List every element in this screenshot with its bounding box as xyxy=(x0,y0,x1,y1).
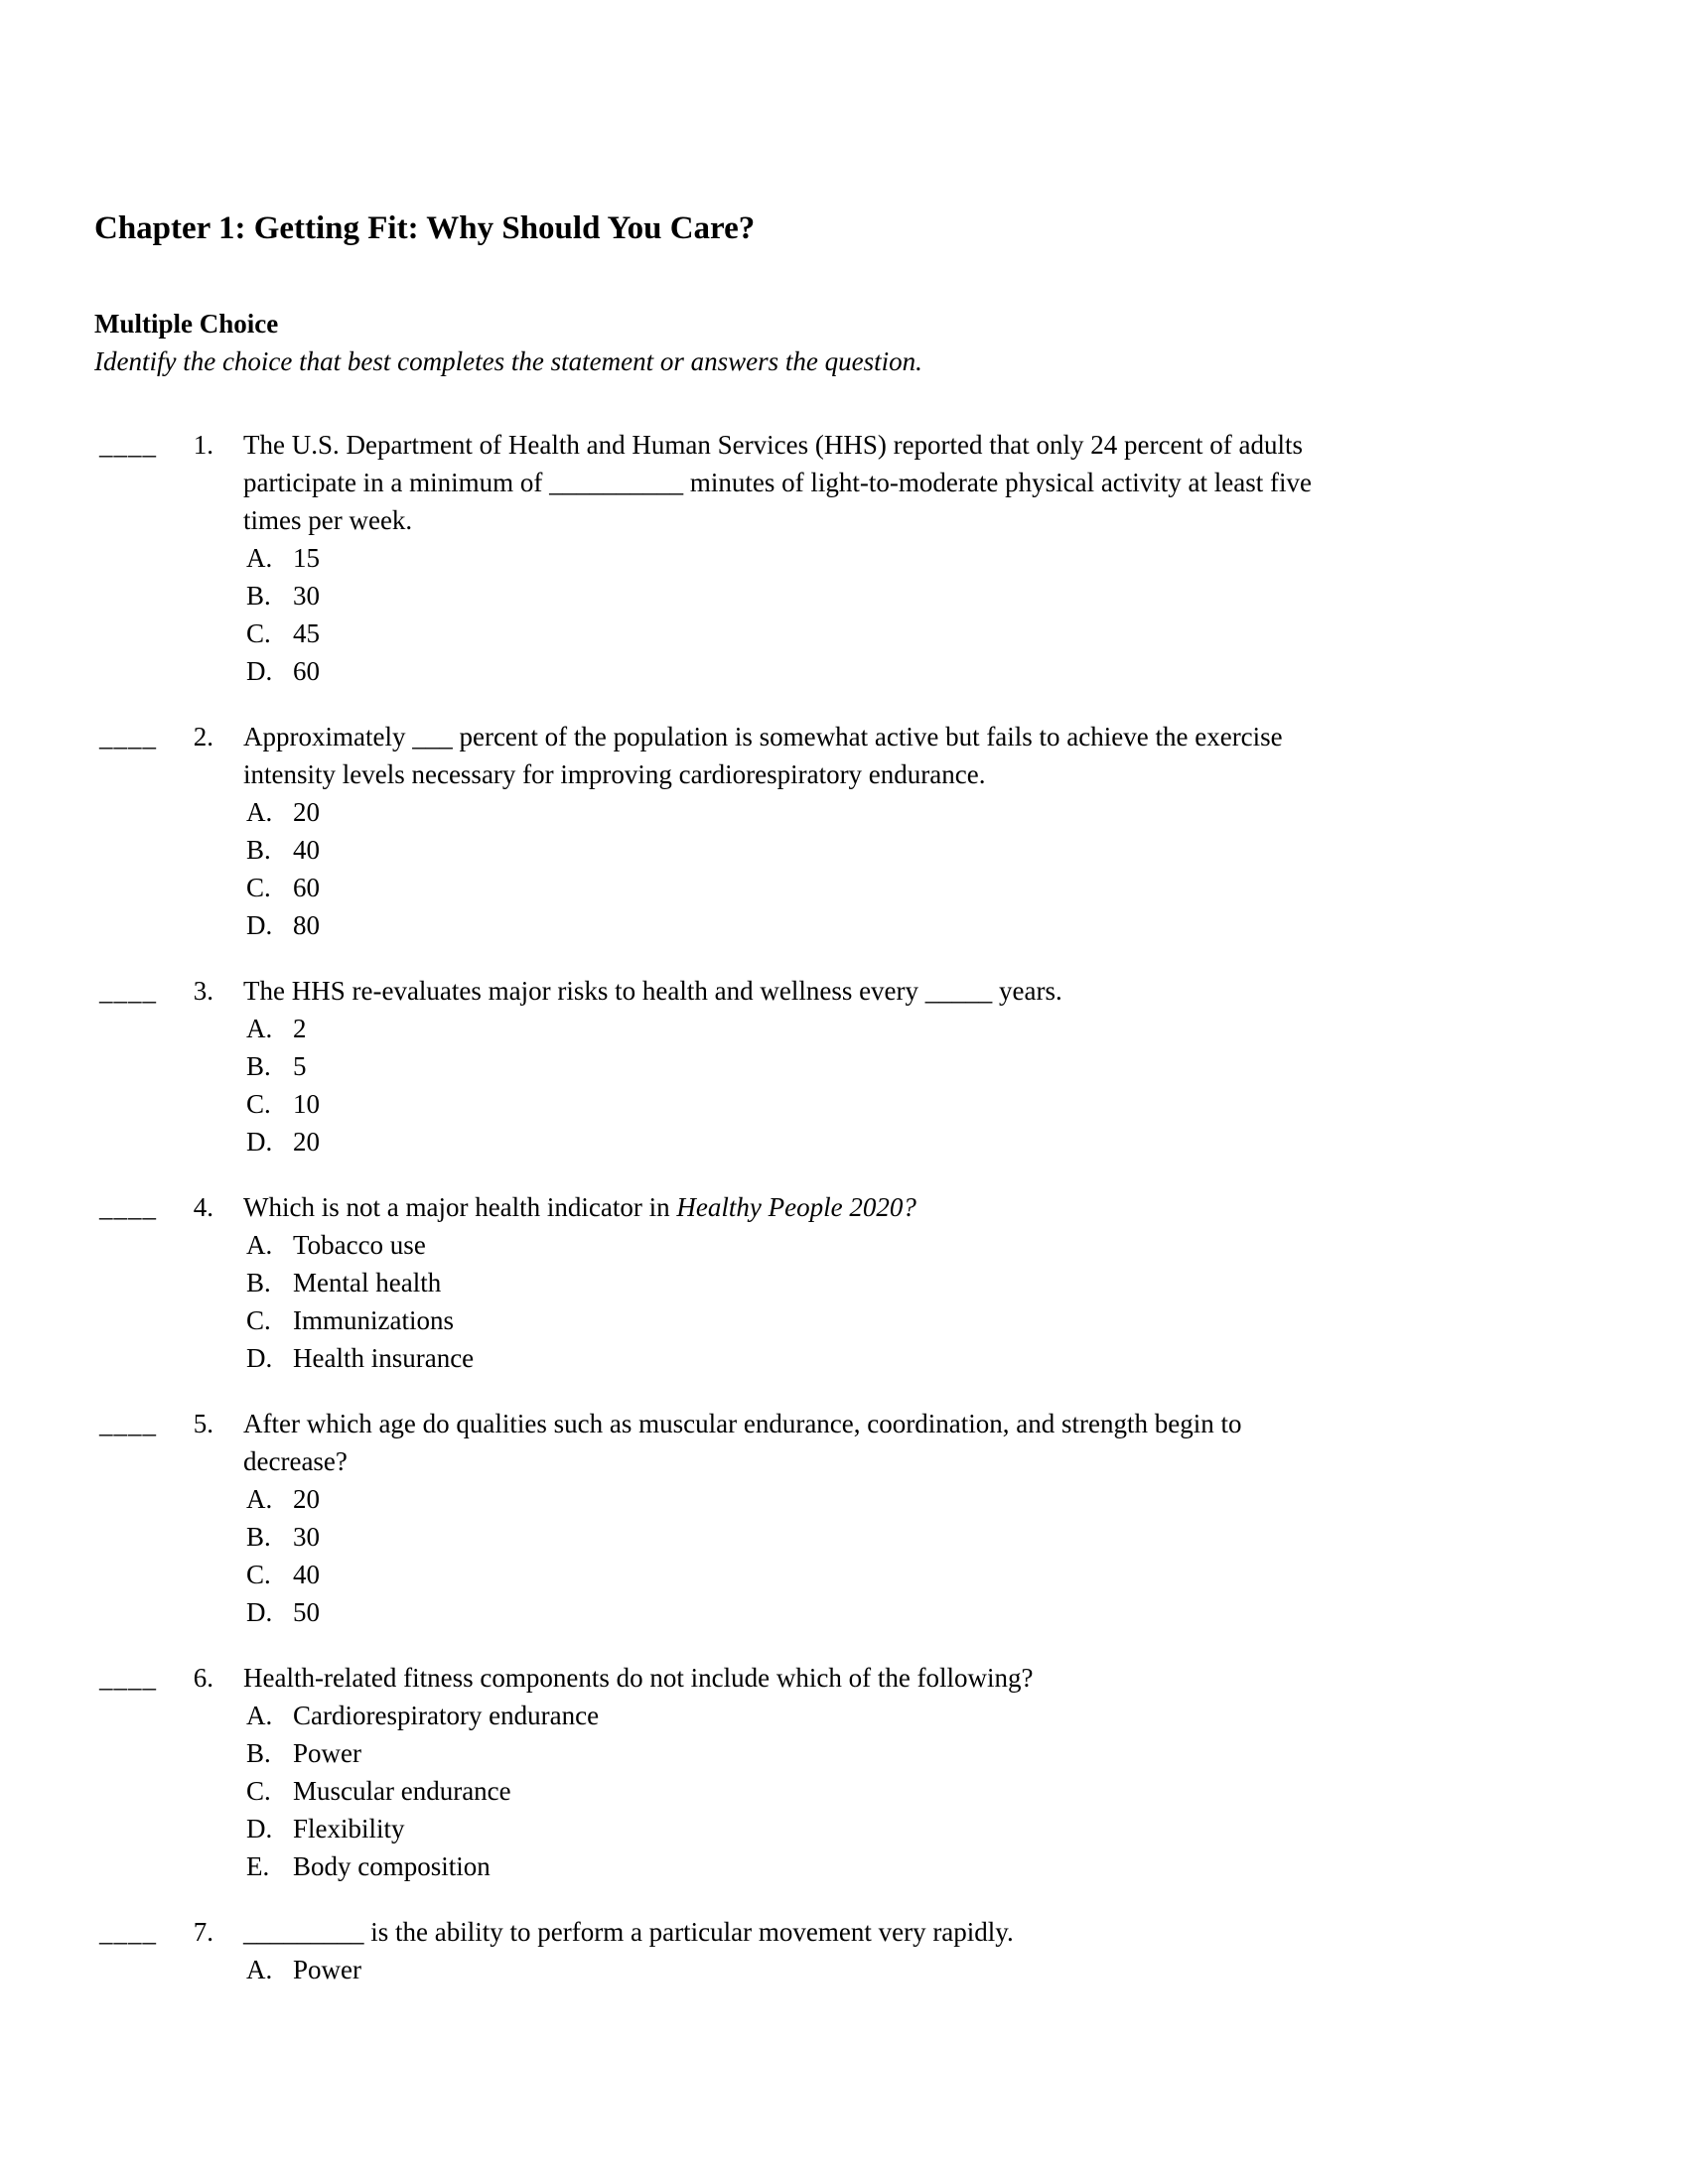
option-letter: D. xyxy=(246,910,273,940)
option-row xyxy=(243,1226,1564,1264)
option-row xyxy=(243,869,1564,906)
answer-blank: ____ xyxy=(99,1917,157,1947)
question-body xyxy=(243,1188,1564,1377)
option-row xyxy=(243,1772,1564,1810)
option-row xyxy=(243,1518,1564,1556)
answer-blank: ____ xyxy=(99,1663,157,1693)
option-text: Cardiorespiratory endurance xyxy=(293,1701,600,1730)
question-text xyxy=(243,1188,1564,1226)
option-row xyxy=(243,652,1564,690)
option-row xyxy=(243,1010,1564,1047)
page-title: Chapter 1: Getting Fit: Why Should You Care? xyxy=(94,210,756,246)
option-row xyxy=(243,1951,1564,1988)
option-text: 45 xyxy=(293,618,320,648)
option-letter: C. xyxy=(246,1560,271,1589)
option-letter: A. xyxy=(246,1014,273,1043)
question-body xyxy=(243,1913,1564,1988)
question-number: 2. xyxy=(193,722,213,751)
option-row xyxy=(243,1085,1564,1123)
answer-blank: ____ xyxy=(99,1192,157,1222)
option-text: 20 xyxy=(293,1484,320,1514)
option-row xyxy=(243,906,1564,944)
option-letter: A. xyxy=(246,1230,273,1260)
question-text: intensity levels necessary for improving cardiorespiratory endurance. xyxy=(243,759,986,789)
option-row xyxy=(243,1810,1564,1847)
option-text: 5 xyxy=(293,1051,307,1081)
option-row xyxy=(243,1264,1564,1301)
question-number: 7. xyxy=(193,1917,213,1947)
option-text: 20 xyxy=(293,1127,320,1157)
question-body xyxy=(243,426,1564,690)
answer-blank: ____ xyxy=(99,976,157,1006)
option-letter: B. xyxy=(246,1522,271,1552)
option-letter: E. xyxy=(246,1851,270,1881)
option-text: 30 xyxy=(293,581,320,611)
question-text: times per week. xyxy=(243,505,413,535)
question-body xyxy=(243,718,1564,944)
answer-blank: ____ xyxy=(99,722,157,751)
option-row xyxy=(243,831,1564,869)
option-letter: B. xyxy=(246,1738,271,1768)
question-body xyxy=(243,972,1564,1160)
option-row xyxy=(243,1847,1564,1885)
question-number: 6. xyxy=(193,1663,213,1693)
question-text: _________ is the ability to perform a particular movement very rapidly. xyxy=(243,1917,1014,1947)
question-2 xyxy=(99,718,1628,944)
question-5 xyxy=(99,1405,1628,1631)
option-letter: A. xyxy=(246,543,273,573)
answer-blank: ____ xyxy=(99,1409,157,1438)
option-letter: C. xyxy=(246,1305,271,1335)
option-row xyxy=(243,1593,1564,1631)
question-text-plain: Which is not a major health indicator in xyxy=(243,1192,677,1222)
question-text: Approximately ___ percent of the population is somewhat active but fails to achieve the exercise xyxy=(243,722,1283,751)
question-number: 3. xyxy=(193,976,213,1006)
option-text: 60 xyxy=(293,656,320,686)
option-text: Tobacco use xyxy=(293,1230,426,1260)
option-letter: C. xyxy=(246,873,271,902)
option-text: Muscular endurance xyxy=(293,1776,511,1806)
section-instruction: Identify the choice that best completes the statement or answers the question. xyxy=(94,346,922,376)
question-3 xyxy=(99,972,1628,1160)
question-text: decrease? xyxy=(243,1446,348,1476)
question-text: After which age do qualities such as muscular endurance, coordination, and strength begin to xyxy=(243,1409,1242,1438)
option-letter: D. xyxy=(246,1597,273,1627)
question-4 xyxy=(99,1188,1628,1377)
question-text: The HHS re-evaluates major risks to health and wellness every _____ years. xyxy=(243,976,1062,1006)
question-text: Health-related fitness components do not include which of the following? xyxy=(243,1663,1034,1693)
question-number: 1. xyxy=(193,430,213,460)
option-text: 40 xyxy=(293,1560,320,1589)
option-row xyxy=(243,1734,1564,1772)
question-number: 5. xyxy=(193,1409,213,1438)
option-letter: B. xyxy=(246,1268,271,1297)
section-heading: Multiple Choice xyxy=(94,309,279,339)
option-letter: B. xyxy=(246,1051,271,1081)
option-text: 2 xyxy=(293,1014,307,1043)
question-6 xyxy=(99,1659,1628,1885)
option-text: Body composition xyxy=(293,1851,491,1881)
option-text: Flexibility xyxy=(293,1814,405,1843)
option-row xyxy=(243,1339,1564,1377)
option-text: 40 xyxy=(293,835,320,865)
option-text: 10 xyxy=(293,1089,320,1119)
option-row xyxy=(243,793,1564,831)
answer-blank: ____ xyxy=(99,430,157,460)
option-text: 80 xyxy=(293,910,320,940)
option-text: Health insurance xyxy=(293,1343,475,1373)
option-text: 15 xyxy=(293,543,320,573)
option-text: Power xyxy=(293,1738,361,1768)
option-letter: B. xyxy=(246,835,271,865)
option-row xyxy=(243,614,1564,652)
question-number: 4. xyxy=(193,1192,213,1222)
question-text: The U.S. Department of Health and Human Services (HHS) reported that only 24 percent of adults xyxy=(243,430,1303,460)
option-letter: B. xyxy=(246,581,271,611)
option-letter: D. xyxy=(246,656,273,686)
option-text: 20 xyxy=(293,797,320,827)
option-letter: A. xyxy=(246,1701,273,1730)
option-letter: C. xyxy=(246,1089,271,1119)
option-letter: D. xyxy=(246,1814,273,1843)
option-letter: A. xyxy=(246,797,273,827)
option-row xyxy=(243,539,1564,577)
option-row xyxy=(243,1556,1564,1593)
option-text: 50 xyxy=(293,1597,320,1627)
option-row xyxy=(243,577,1564,614)
question-text-italic: Healthy People 2020? xyxy=(676,1192,916,1222)
option-text: Power xyxy=(293,1955,361,1984)
option-letter: C. xyxy=(246,1776,271,1806)
option-letter: D. xyxy=(246,1127,273,1157)
question-body xyxy=(243,1405,1564,1631)
option-text: Immunizations xyxy=(293,1305,454,1335)
option-letter: A. xyxy=(246,1955,273,1984)
option-text: 30 xyxy=(293,1522,320,1552)
question-1 xyxy=(99,426,1628,690)
question-7 xyxy=(99,1913,1628,1988)
question-text: participate in a minimum of __________ minutes of light-to-moderate physical activity at least five xyxy=(243,468,1312,497)
option-row xyxy=(243,1123,1564,1160)
option-row xyxy=(243,1047,1564,1085)
option-text: Mental health xyxy=(293,1268,442,1297)
option-text: 60 xyxy=(293,873,320,902)
option-letter: D. xyxy=(246,1343,273,1373)
option-letter: A. xyxy=(246,1484,273,1514)
option-row xyxy=(243,1480,1564,1518)
option-row xyxy=(243,1697,1564,1734)
option-letter: C. xyxy=(246,618,271,648)
question-body xyxy=(243,1659,1564,1885)
option-row xyxy=(243,1301,1564,1339)
